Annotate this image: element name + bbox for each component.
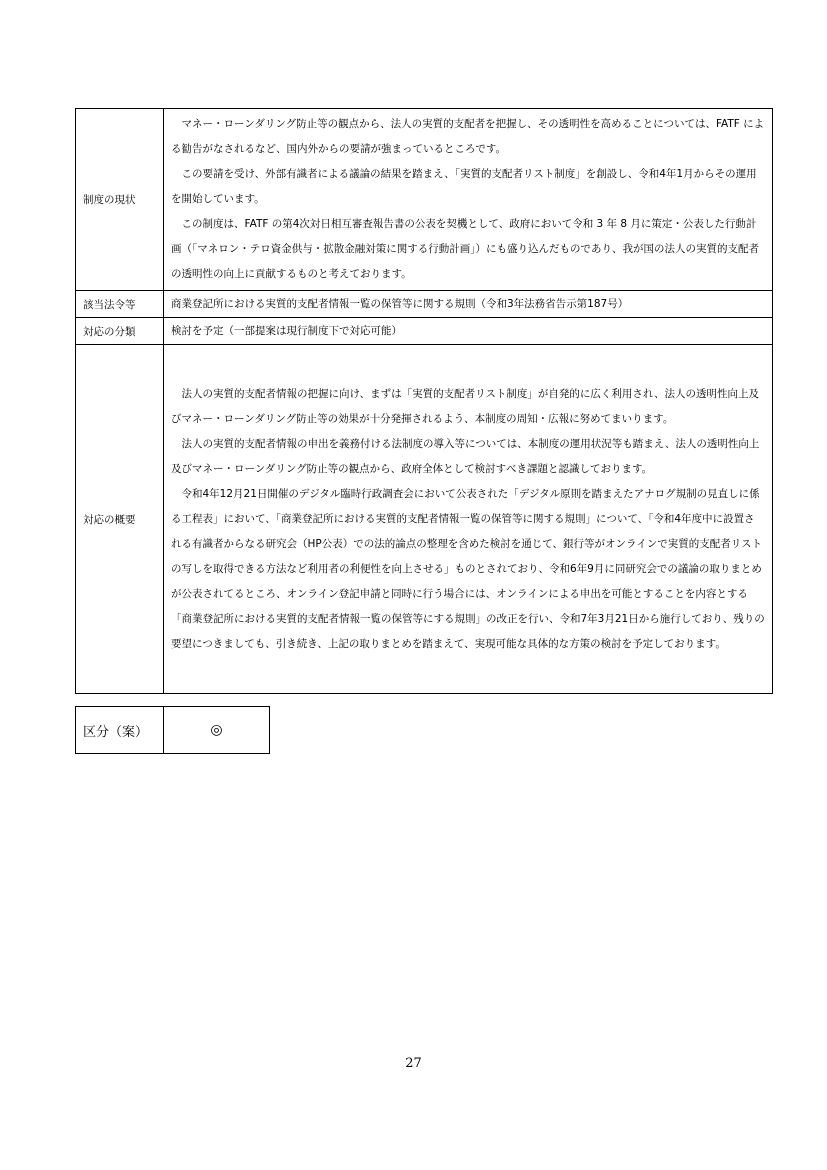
row-content-applicable-laws — [164, 291, 773, 318]
table-row-response-summary — [76, 345, 773, 694]
paragraph: 法人の実質的支配者情報の把握に向け、まずは「実質的支配者リスト制度」が自発的に広く利用され、法人の透明性向上及びマネー・ローンダリング防止等の効果が十分発揮されるよう、本制度の周知・広報に努めてまいります。 — [171, 387, 759, 425]
paragraph: この要請を受け、外部有識者による議論の結果を踏まえ、「実質的支配者リスト制度」を創設し、令和4年1月からその運用を開始しています。 — [171, 168, 757, 205]
row-content-response-category — [164, 318, 773, 345]
classification-label: 区分（案） — [76, 707, 164, 754]
row-label-response-category: 対応の分類 — [76, 318, 164, 345]
paragraph: 検討を予定（一部提案は現行制度下で対応可能） — [171, 325, 402, 337]
row-content-response-summary — [164, 345, 773, 694]
row-label-current-system: 制度の現状 — [76, 109, 164, 291]
response-table — [75, 108, 773, 694]
table-row-response-category — [76, 318, 773, 345]
table-row-current-system — [76, 109, 773, 291]
paragraph: 令和4年12月21日開催のデジタル臨時行政調査会において公表された「デジタル原則を踏まえたアナログ規制の見直しに係る工程表」において、「商業登記所における実質的支配者情報一覧の保管等に関する規則」について、「令和4年度中に設置される有識者からなる研究会（HP公表）での法的論点の整理を含めた検討を通じて、銀行等がオンラインで実質的支配者リストの写しを取得できる方法など利用者の利便性を向上させる」ものとされており、令和6年9月に同研究会での議論の取りまとめが公表されてるところ、オンライン登記申請と同時に行う場合には、オンラインによる申出を可能とすることを内容とする「商業登記所における実質的支配者情報一覧の保管等にする規則」の改正を行い、令和7年3月21日から施行しており、残りの要望につきましても、引き続き、上記の取りまとめを踏まえて、実現可能な具体的な方策の検討を予定しております。 — [171, 487, 765, 650]
row-content-current-system — [164, 109, 773, 291]
table-row-applicable-laws — [76, 291, 773, 318]
row-label-applicable-laws: 該当法令等 — [76, 291, 164, 318]
paragraph: この制度は、FATF の第4次対日相互審査報告書の公表を契機として、政府において令和 3 年 8 月に策定・公表した行動計画（「マネロン・テロ資金供与・拡散金融対策に関する行動計画」）にも盛り込んだものであり、我が国の法人の実質的支配者の透明性の向上に貢献するものと考えております。 — [171, 218, 759, 280]
page-number: 27 — [405, 1056, 422, 1071]
classification-table — [75, 706, 270, 754]
paragraph: マネー・ローンダリング防止等の観点から、法人の実質的支配者を把握し、その透明性を高めることについては、FATF による勧告がなされるなど、国内外からの要請が強まっているところです。 — [171, 118, 765, 155]
paragraph: 法人の実質的支配者情報の申出を義務付ける法制度の導入等については、本制度の運用状況等も踏まえ、法人の透明性向上及びマネー・ローンダリング防止等の観点から、政府全体として検討すべき課題と認識しております。 — [171, 437, 760, 475]
row-label-response-summary: 対応の概要 — [76, 345, 164, 694]
classification-row — [76, 707, 270, 754]
paragraph: 商業登記所における実質的支配者情報一覧の保管等に関する規則（令和3年法務省告示第187号） — [171, 298, 629, 310]
classification-value: ◎ — [164, 707, 270, 754]
